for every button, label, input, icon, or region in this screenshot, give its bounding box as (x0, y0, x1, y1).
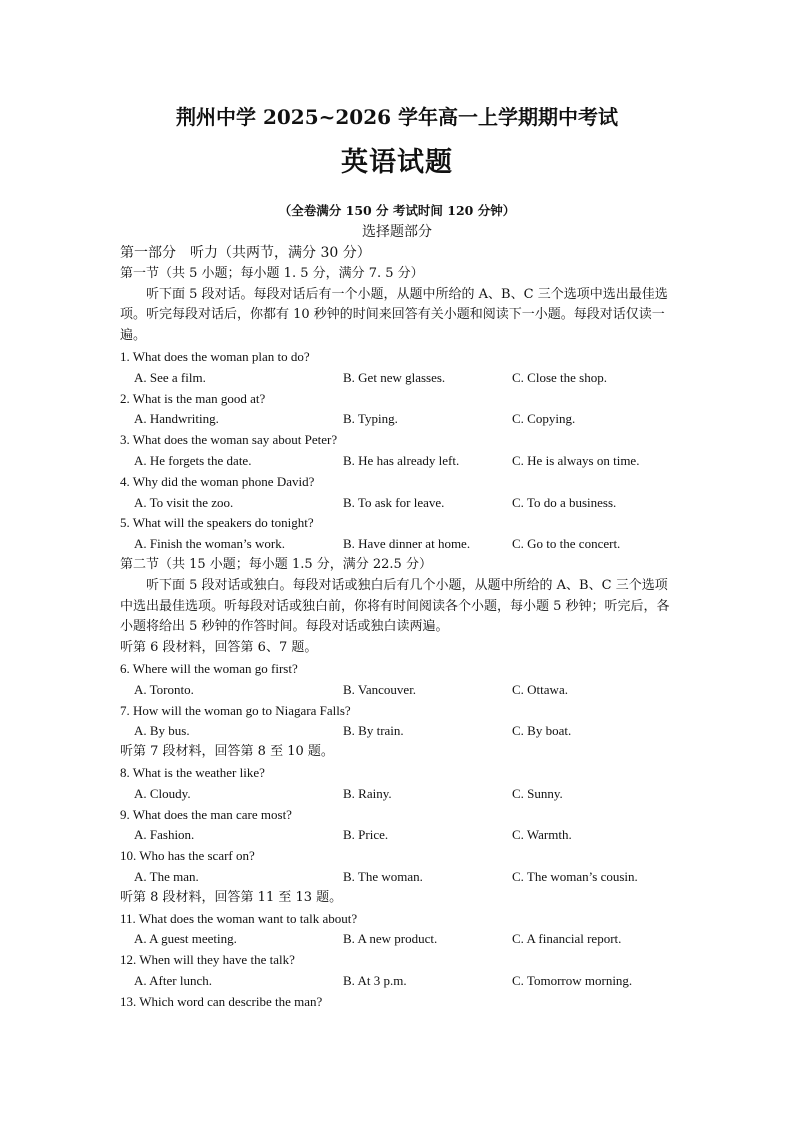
option-7b: B. By train. (343, 723, 404, 739)
subject-title: 英语试题 (341, 147, 453, 178)
option-12c: C. Tomorrow morning. (512, 972, 633, 988)
option-1c: C. Close the shop. (512, 369, 607, 385)
question-6: 6. Where will the woman go first? (120, 660, 298, 676)
material-6-note: 听第 6 段材料，回答第 6、7 题。 (120, 640, 318, 656)
options-1 (120, 368, 680, 389)
material-8-note: 听第 8 段材料，回答第 11 至 13 题。 (120, 889, 343, 905)
question-10: 10. Who has the scarf on? (120, 848, 255, 864)
option-6b: B. Vancouver. (343, 681, 417, 697)
option-8b: B. Rainy. (343, 785, 392, 801)
options-9 (120, 825, 680, 846)
option-7a: A. By bus. (134, 723, 190, 739)
exam-title: 荆州中学 2025~2026 学年高一上学期期中考试 (175, 105, 618, 129)
section2-instructions: 听下面 5 段对话或独白。每段对话或独白后有几个小题，从题中所给的 A、B、C 三个选项中选出最佳选项。听每段对话或独白前，你将有时间阅读各个小题，每小题 5 秒钟；听完后，各小题将给出 5 秒钟的作答时间。每段对话或独白读两遍。 (120, 577, 670, 635)
option-12b: B. At 3 p.m. (343, 972, 407, 988)
options-4 (120, 493, 680, 514)
option-5c: C. Go to the concert. (512, 536, 621, 552)
section-label: 选择题部分 (362, 224, 432, 240)
question-11: 11. What does the woman want to talk about? (120, 910, 358, 926)
option-2a: A. Handwriting. (134, 411, 219, 427)
options-7 (120, 721, 680, 742)
section2-heading: 第二节（共 15 小题；每小题 1.5 分，满分 22.5 分） (120, 556, 432, 572)
option-1b: B. Get new glasses. (343, 369, 446, 385)
option-11a: A. A guest meeting. (134, 931, 237, 947)
part-heading: 第一部分 听力（共两节，满分 30 分） (120, 245, 371, 261)
option-3c: C. He is always on time. (512, 452, 640, 468)
option-8c: C. Sunny. (512, 785, 563, 801)
question-2: 2. What is the man good at? (120, 390, 266, 406)
option-6c: C. Ottawa. (512, 681, 568, 697)
options-6 (120, 680, 680, 701)
option-10b: B. The woman. (343, 868, 423, 884)
option-9c: C. Warmth. (512, 827, 572, 843)
question-4: 4. Why did the woman phone David? (120, 473, 315, 489)
option-1a: A. See a film. (134, 369, 206, 385)
question-1: 1. What does the woman plan to do? (120, 348, 310, 364)
options-3 (120, 451, 680, 472)
options-12 (120, 971, 680, 992)
option-2c: C. Copying. (512, 411, 576, 427)
question-9: 9. What does the man care most? (120, 806, 292, 822)
exam-body (120, 243, 680, 1012)
option-9a: A. Fashion. (134, 827, 195, 843)
option-6a: A. Toronto. (134, 681, 194, 697)
option-4a: A. To visit the zoo. (134, 494, 234, 510)
option-4b: B. To ask for leave. (343, 494, 445, 510)
question-12: 12. When will they have the talk? (120, 952, 295, 968)
option-10a: A. The man. (134, 868, 199, 884)
options-8 (120, 784, 680, 805)
options-10 (120, 867, 680, 888)
question-7: 7. How will the woman go to Niagara Falls? (120, 702, 351, 718)
question-3: 3. What does the woman say about Peter? (120, 432, 338, 448)
options-11 (120, 929, 680, 950)
option-10c: C. The woman’s cousin. (512, 868, 638, 884)
exam-note: （全卷满分 150 分 考试时间 120 分钟） (278, 203, 516, 218)
section1-instructions: 听下面 5 段对话。每段对话后有一个小题，从题中所给的 A、B、C 三个选项中选出最佳选项。听完每段对话后，你都有 10 秒钟的时间来回答有关小题和阅读下一小题。每段对话仅读一遍。 (120, 286, 668, 344)
option-8a: A. Cloudy. (134, 785, 191, 801)
option-7c: C. By boat. (512, 723, 572, 739)
question-13: 13. Which word can describe the man? (120, 993, 323, 1009)
option-3a: A. He forgets the date. (134, 452, 252, 468)
question-8: 8. What is the weather like? (120, 764, 265, 780)
option-5b: B. Have dinner at home. (343, 536, 471, 552)
option-11b: B. A new product. (343, 931, 438, 947)
option-11c: C. A financial report. (512, 931, 622, 947)
options-5 (120, 534, 680, 555)
option-5a: A. Finish the woman’s work. (134, 536, 285, 552)
option-2b: B. Typing. (343, 411, 398, 427)
option-4c: C. To do a business. (512, 494, 617, 510)
option-12a: A. After lunch. (134, 972, 212, 988)
options-2 (120, 409, 680, 430)
material-7-note: 听第 7 段材料，回答第 8 至 10 题。 (120, 744, 334, 760)
option-3b: B. He has already left. (343, 452, 460, 468)
section1-heading: 第一节（共 5 小题；每小题 1. 5 分，满分 7. 5 分） (120, 265, 424, 281)
question-5: 5. What will the speakers do tonight? (120, 515, 314, 531)
option-9b: B. Price. (343, 827, 389, 843)
